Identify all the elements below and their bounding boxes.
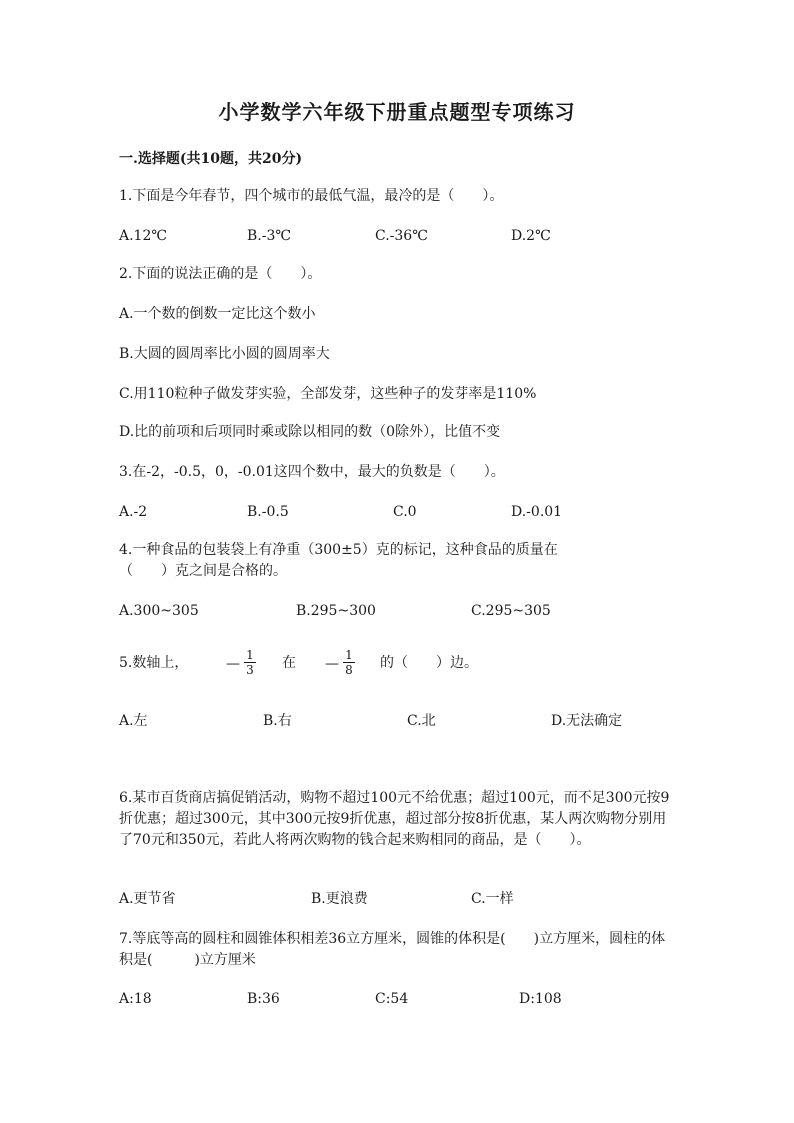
q1-option-d: D.2℃ [511, 228, 551, 244]
q3-option-b: B.-0.5 [247, 504, 289, 520]
fraction-numerator: 1 [345, 648, 353, 662]
q5-option-a: A.左 [119, 713, 148, 729]
q3-option-c: C.0 [393, 504, 417, 520]
question-5-mid: 在 [282, 655, 296, 671]
fraction-denominator: 3 [246, 663, 254, 677]
q2-option-b: B.大圆的圆周率比小圆的圆周率大 [119, 346, 330, 362]
minus-sign: — [226, 656, 240, 672]
q4-option-c: C.295~305 [471, 603, 551, 619]
section-heading: 一.选择题(共10题，共20分) [119, 151, 303, 167]
q7-option-a: A:18 [119, 991, 152, 1007]
q5-option-b: B.右 [263, 713, 292, 729]
question-1-stem: 1.下面是今年春节，四个城市的最低气温，最冷的是（ ）。 [119, 188, 504, 204]
q1-option-c: C.-36℃ [375, 228, 428, 244]
question-5-prefix: 5.数轴上， [119, 655, 189, 671]
q2-option-d: D.比的前项和后项同时乘或除以相同的数（0除外），比值不变 [119, 424, 501, 440]
q3-option-d: D.-0.01 [511, 504, 563, 520]
fraction-one-third [244, 648, 256, 677]
q2-option-c: C.用110粒种子做发芽实验，全部发芽，这些种子的发芽率是110% [119, 386, 537, 402]
q6-option-c: C.一样 [471, 891, 514, 907]
fraction-numerator: 1 [246, 648, 254, 662]
minus-sign: — [325, 656, 339, 672]
q4-option-b: B.295~300 [296, 603, 376, 619]
q1-option-a: A.12℃ [119, 228, 168, 244]
q5-option-c: C.北 [407, 713, 436, 729]
q7-option-b: B:36 [247, 991, 280, 1007]
question-4-stem-line1: 4.一种食品的包装袋上有净重（300±5）克的标记，这种食品的质量在 [119, 542, 558, 558]
q6-option-a: A.更节省 [119, 891, 176, 907]
q4-option-a: A.300~305 [119, 603, 199, 619]
question-7-stem: 7.等底等高的圆柱和圆锥体积相差36立方厘米，圆锥的体积是( )立方厘米，圆柱的体积是( )立方厘米 [119, 931, 666, 968]
fraction-denominator: 8 [345, 663, 353, 677]
question-3-stem: 3.在-2，-0.5，0，-0.01这四个数中，最大的负数是（ ）。 [119, 464, 505, 480]
question-5-suffix: 的（ ）边。 [380, 655, 478, 671]
question-6-stem: 6.某市百货商店搞促销活动，购物不超过100元不给优惠；超过100元，而不足300元按9折优惠；超过300元，其中300元按9折优惠，超过部分按8折优惠，某人两次购物分别用了70元和350元，若此人将两次购物的钱合起来购相同的商品，是（ ）。 [119, 790, 670, 848]
q1-option-b: B.-3℃ [247, 228, 292, 244]
question-4-stem-line2: （ ）克之间是合格的。 [119, 563, 287, 579]
q5-option-d: D.无法确定 [551, 713, 623, 729]
q3-option-a: A.-2 [119, 504, 148, 520]
page-title: 小学数学六年级下册重点题型专项练习 [218, 100, 576, 124]
question-2-stem: 2.下面的说法正确的是（ ）。 [119, 266, 322, 282]
q2-option-a: A.一个数的倒数一定比这个数小 [119, 306, 316, 322]
q7-option-d: D:108 [519, 991, 562, 1007]
q6-option-b: B.更浪费 [311, 891, 368, 907]
fraction-one-eighth [343, 648, 355, 677]
q7-option-c: C:54 [375, 991, 409, 1007]
